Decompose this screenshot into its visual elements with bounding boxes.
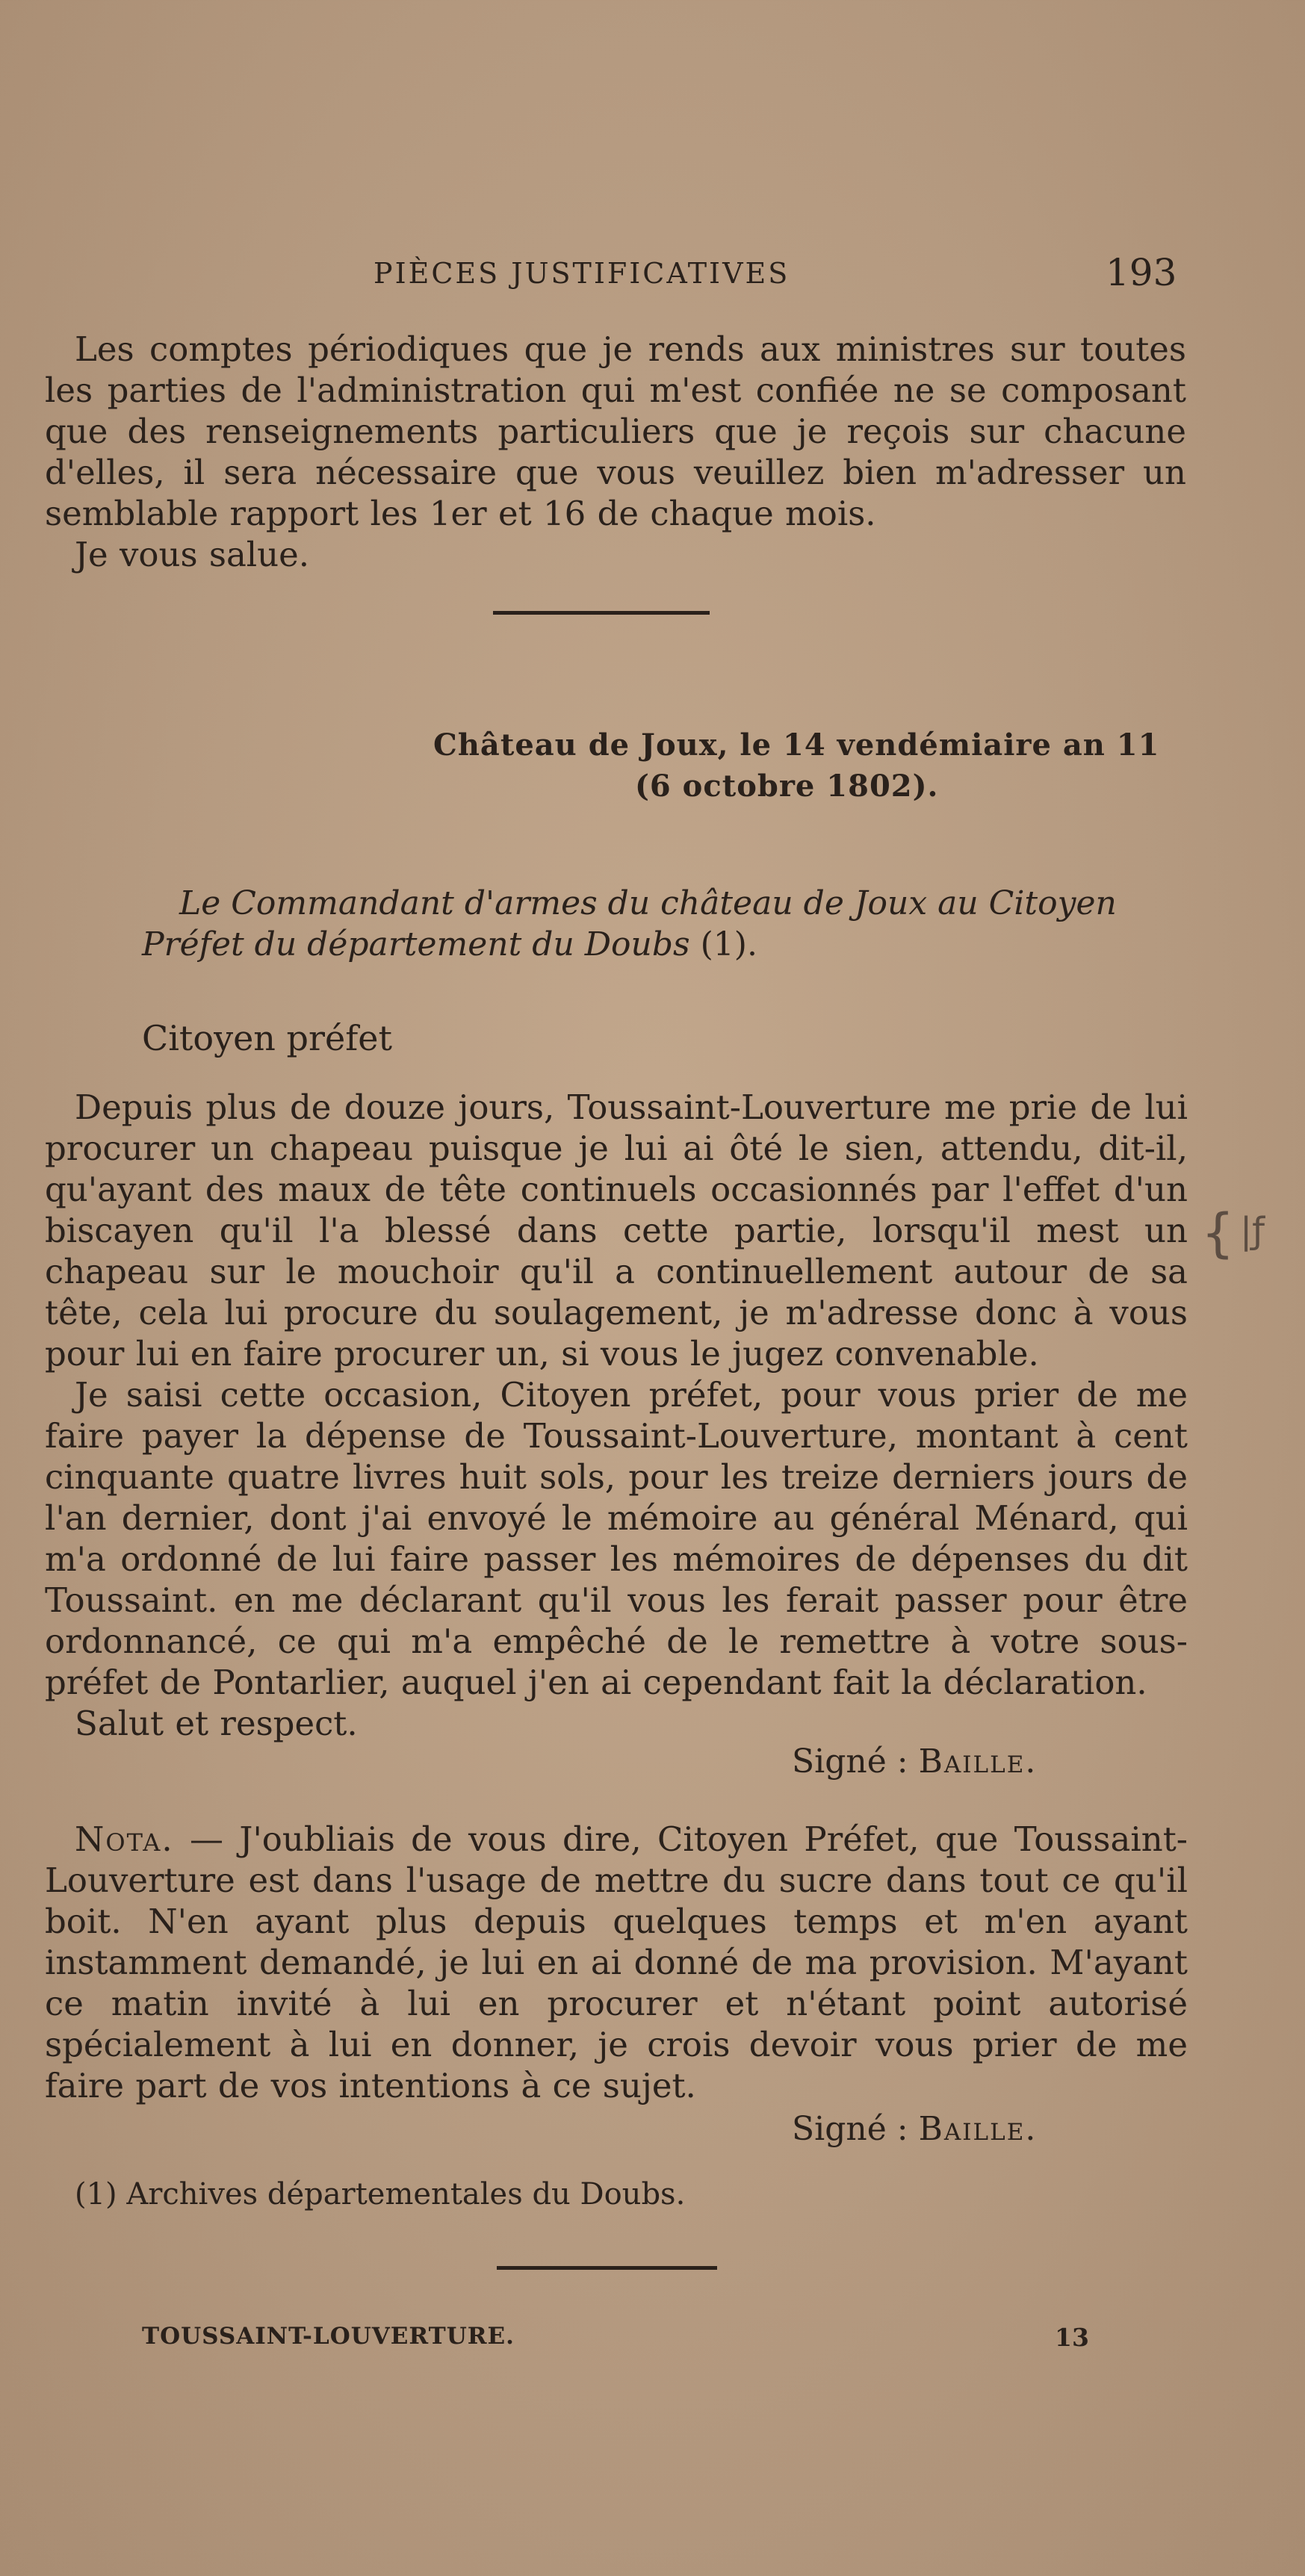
running-head: PIÈCES JUSTIFICATIVES (373, 257, 790, 290)
bottom-divider (497, 2266, 717, 2270)
letter1-closing: Je vous salue. (75, 535, 310, 574)
letter1-paragraph: Les comptes périodiques que je rends aux ministres sur toutes les parties de l'administration qui m'est confiée ne se composant que des renseignements particuliers que je reçois sur chacune d'elles, il sera nécessaire que vous veuillez bien m'adresser un semblable rapport les 1er et 16 de chaque mois. (45, 329, 1186, 533)
dateline-gregorian-date: (6 octobre 1802). (635, 769, 939, 804)
nota-text-wrap (45, 1819, 1188, 2106)
nota-label: Nota. (75, 1819, 174, 1859)
nota-paragraph (45, 1819, 1188, 2106)
letter2-body (45, 1087, 1188, 1744)
address-line-1: Le Commandant d'armes du château de Joux au Citoyen (179, 884, 1117, 922)
letter2-closing: Salut et respect. (75, 1704, 358, 1743)
gathering-number: 13 (1055, 2323, 1089, 2352)
footnote: (1) Archives départementales du Doubs. (75, 2177, 686, 2212)
margin-handwritten-note: |ƒ (1240, 1210, 1265, 1252)
address-line-2: Préfet du département du Doubs (142, 925, 690, 963)
address-line-2-wrap (82, 924, 1188, 965)
signature-1-name: Baille. (918, 1742, 1038, 1781)
margin-bracket-mark: { (1201, 1202, 1235, 1264)
signature-1-label: Signé : (792, 1742, 908, 1781)
nota-text: — J'oubliais de vous dire, Citoyen Préfet, que Toussaint-Louverture est dans l'usage de mettre du sucre dans tout ce qu'il boit. N'en ayant plus depuis quelques temps et m'en ayant instamment demandé, je lui en ai donné de ma provision. M'ayant ce matin invité à lui en procurer et n'étant point autorisé spécialement à lui en donner, je crois devoir vous prier de me faire part de vos intentions à ce sujet. (45, 1819, 1188, 2105)
dateline-place-date: Château de Joux, le 14 vendémiaire an 11 (433, 727, 1160, 763)
page-number: 193 (1106, 251, 1177, 294)
letter2-salutation: Citoyen préfet (142, 1018, 392, 1058)
letter1-text (45, 329, 1186, 575)
letter2-address (82, 883, 1188, 965)
letter2-paragraph-2: Je saisi cette occasion, Citoyen préfet, pour vous prier de me faire payer la dépense de Toussaint-Louverture, montant à cent cinquante quatre livres huit sols, pour les treize derniers jours de l'an dernier, dont j'ai envoyé le mémoire au général Ménard, qui m'a ordonné de lui faire passer les mémoires de dépenses du dit Toussaint. en me déclarant qu'il vous les ferait passer pour être ordonnancé, ce qui m'a empêché de le remettre à votre sous-préfet de Pontarlier, auquel j'en ai cependant fait la déclaration. (45, 1375, 1188, 1702)
letter2-paragraph-1: Depuis plus de douze jours, Toussaint-Louverture me prie de lui procurer un chapeau puisque je lui ai ôté le sien, attendu, dit-il, qu'ayant des maux de tête continuels occasionnés par l'effet d'un biscayen qu'il l'a blessé dans cette partie, lorsqu'il mest un chapeau sur le mouchoir qu'il a continuellement autour de sa tête, cela lui procure du soulagement, je m'adresse donc à vous pour lui en faire procurer un, si vous le jugez convenable. (45, 1087, 1188, 1374)
signature-2-name: Baille. (918, 2110, 1038, 2148)
signature-2 (792, 2110, 1037, 2148)
signature-2-label: Signé : (792, 2110, 908, 2148)
footnote-ref: (1). (700, 925, 757, 963)
section-divider (493, 611, 710, 615)
signature-mark: TOUSSAINT-LOUVERTURE. (142, 2323, 515, 2350)
signature-1 (792, 1742, 1037, 1781)
